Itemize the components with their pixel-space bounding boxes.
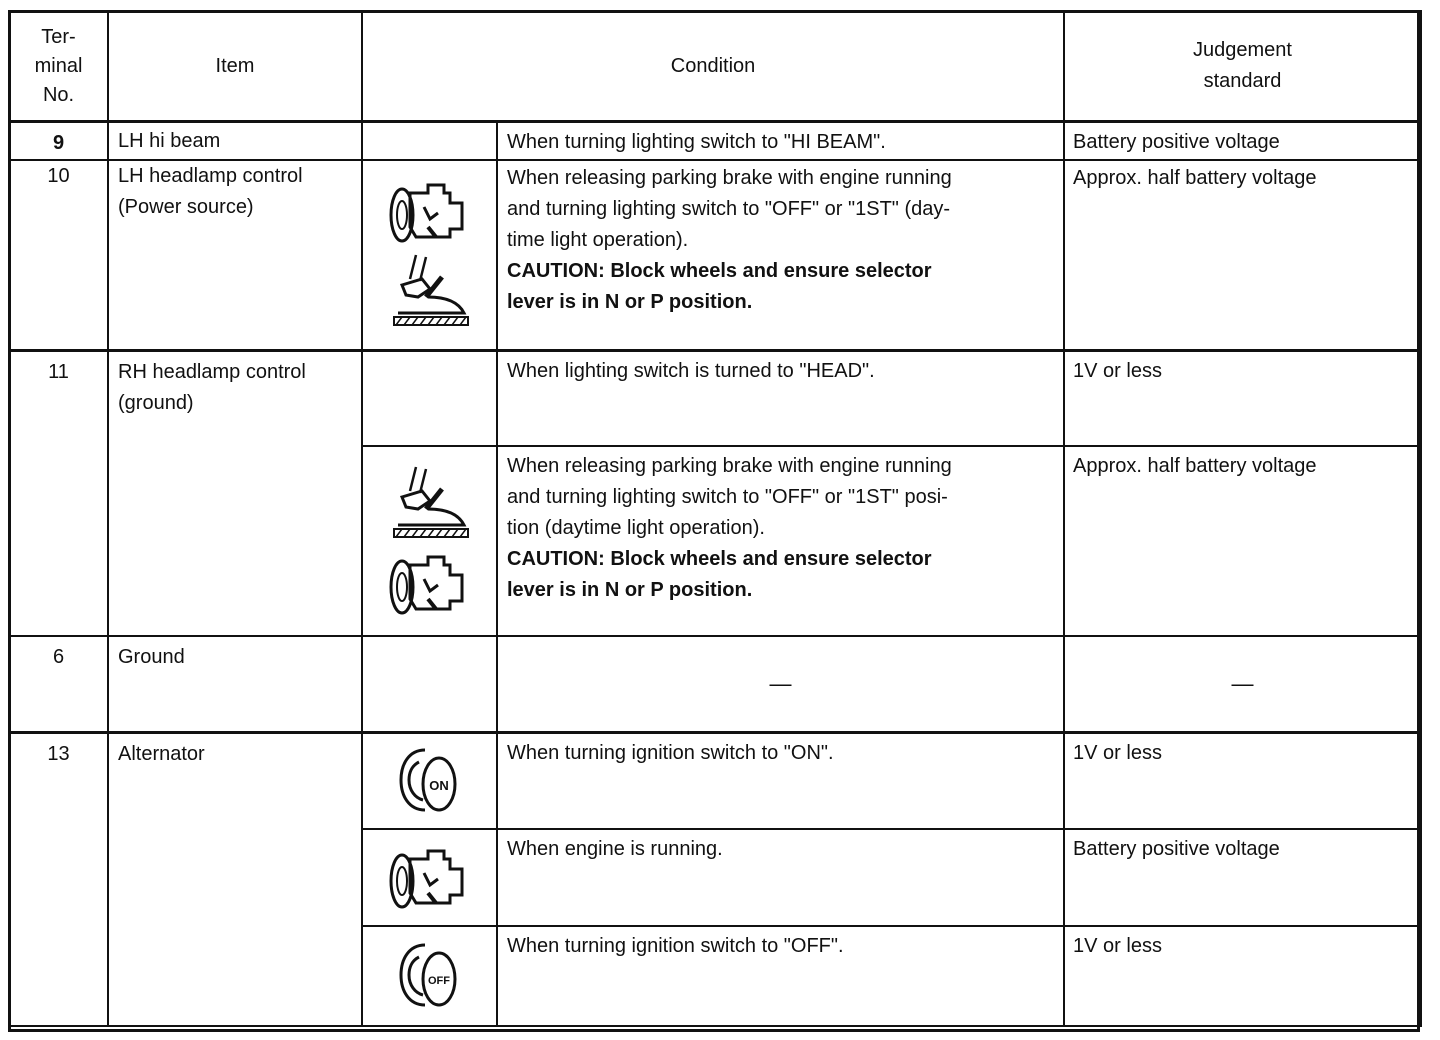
item-cell: LH hi beam — [108, 122, 362, 161]
header-judgement-line: standard — [1203, 70, 1282, 92]
caution-line: CAUTION: Block wheels and ensure selector — [507, 548, 932, 570]
judgement-cell: 1V or less — [1064, 732, 1421, 829]
ignition-label: OFF — [427, 975, 450, 987]
condition-line: and turning lighting switch to "OFF" or "1ST" posi- — [507, 486, 948, 508]
condition-cell: When lighting switch is turned to "HEAD". — [497, 350, 1064, 446]
header-judgement-line: Judgement — [1193, 39, 1292, 61]
caution-line: lever is in N or P position. — [507, 291, 753, 313]
condition-cell: When turning ignition switch to "ON". — [497, 732, 1064, 829]
ignition-label: ON — [428, 777, 449, 793]
judgement-cell: Approx. half battery voltage — [1064, 446, 1421, 636]
terminal-no: 11 — [9, 350, 108, 636]
item-line: (ground) — [118, 391, 194, 414]
condition-line: When releasing parking brake with engine running — [507, 167, 952, 189]
judgement-cell: Approx. half battery voltage — [1064, 160, 1421, 350]
item-line: RH headlamp control — [118, 360, 306, 383]
header-terminal-line: No. — [42, 83, 75, 106]
judgement-cell: Battery positive voltage — [1064, 829, 1421, 926]
judgement-cell: — — [1064, 636, 1421, 732]
judgement-cell: Battery positive voltage — [1064, 122, 1421, 161]
caution-line: lever is in N or P position. — [507, 579, 753, 601]
item-line: (Power source) — [118, 196, 254, 218]
terminal-no: 13 — [9, 732, 108, 1026]
header-condition: Condition — [362, 11, 1064, 122]
item-cell: Ground — [108, 636, 362, 732]
item-cell: Alternator — [108, 732, 362, 1026]
condition-cell: When turning ignition switch to "OFF". — [497, 926, 1064, 1026]
table-outer-border — [8, 10, 1420, 1032]
condition-line: and turning lighting switch to "OFF" or "1ST" (day- — [507, 198, 951, 220]
judgement-cell: 1V or less — [1064, 350, 1421, 446]
terminal-no: 9 — [9, 122, 108, 161]
judgement-cell: 1V or less — [1064, 926, 1421, 1026]
condition-line: tion (daytime light operation). — [507, 517, 765, 539]
condition-cell: When engine is running. — [497, 829, 1064, 926]
terminal-no: 6 — [9, 636, 108, 732]
terminal-no: 10 — [9, 160, 108, 350]
condition-cell: When turning lighting switch to "HI BEAM". — [497, 122, 1064, 161]
condition-line: When releasing parking brake with engine running — [507, 455, 952, 477]
condition-cell: — — [497, 636, 1064, 732]
item-line: LH headlamp control — [118, 165, 303, 187]
condition-line: time light operation). — [507, 229, 689, 251]
caution-line: CAUTION: Block wheels and ensure selector — [507, 260, 932, 282]
header-terminal-line: Ter- — [41, 25, 76, 48]
header-terminal-line: minal — [34, 54, 83, 77]
header-item: Item — [108, 11, 362, 122]
